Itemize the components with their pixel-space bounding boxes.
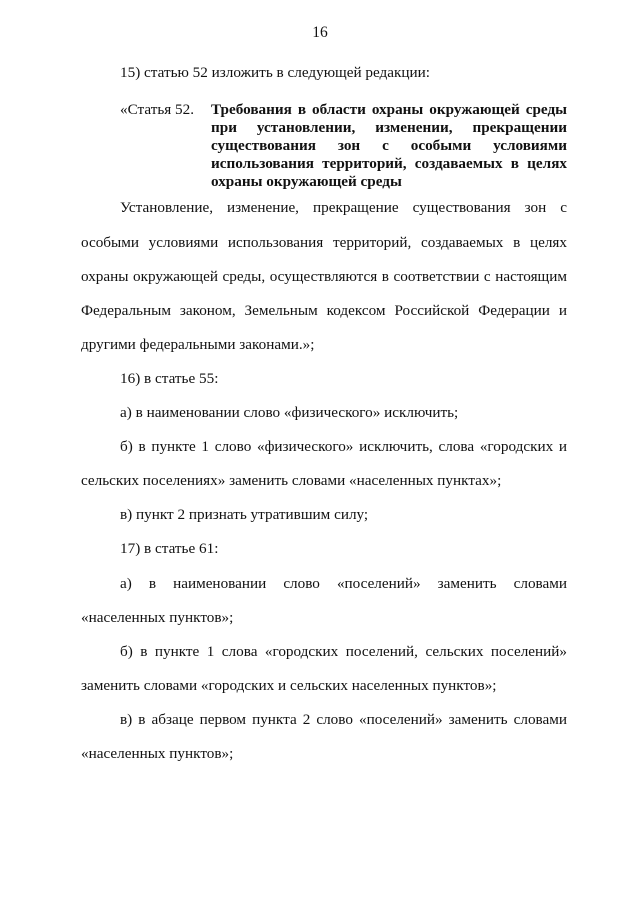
- article-title-line: существования зон с особыми условиями: [211, 137, 567, 154]
- page-number: 16: [312, 24, 328, 41]
- item-16b-line: сельских поселениях» заменить словами «населенных пунктах»;: [81, 472, 502, 489]
- item-17v-line: в) в абзаце первом пункта 2 слово «поселений» заменить словами: [120, 711, 567, 728]
- item-16v: в) пункт 2 признать утратившим силу;: [120, 506, 369, 523]
- article-text-line: охраны окружающей среды, осуществляются в соответствии с настоящим: [81, 268, 567, 285]
- article-text-line: Федеральным законом, Земельным кодексом Российской Федерации и: [81, 302, 567, 319]
- article-title-line: Требования в области охраны окружающей среды: [211, 101, 567, 118]
- item-17b-line: б) в пункте 1 слова «городских поселений, сельских поселений»: [120, 643, 567, 660]
- item-15-intro: 15) статью 52 изложить в следующей редакции:: [120, 64, 430, 81]
- item-17a-line: «населенных пунктов»;: [81, 609, 234, 626]
- article-title-line: охраны окружающей среды: [211, 173, 402, 190]
- item-17v-line: «населенных пунктов»;: [81, 745, 234, 762]
- item-17b-line: заменить словами «городских и сельских населенных пунктов»;: [81, 677, 497, 694]
- article-label: «Статья 52.: [120, 101, 195, 118]
- article-text-line: другими федеральными законами.»;: [81, 336, 315, 353]
- item-16b-line: б) в пункте 1 слово «физического» исключить, слова «городских и: [120, 438, 567, 455]
- article-text-line: Установление, изменение, прекращение существования зон с: [120, 199, 567, 216]
- article-title: [211, 101, 567, 191]
- article-title-line: при установлении, изменении, прекращении: [211, 119, 567, 136]
- article-title-line: использования территорий, создаваемых в целях: [211, 155, 567, 172]
- item-16a: а) в наименовании слово «физического» исключить;: [120, 404, 459, 421]
- item-17a-line: а) в наименовании слово «поселений» заменить словами: [120, 575, 567, 592]
- item-16-intro: 16) в статье 55:: [120, 370, 219, 387]
- item-17-intro: 17) в статье 61:: [120, 540, 219, 557]
- article-text-line: особыми условиями использования территорий, создаваемых в целях: [81, 234, 567, 251]
